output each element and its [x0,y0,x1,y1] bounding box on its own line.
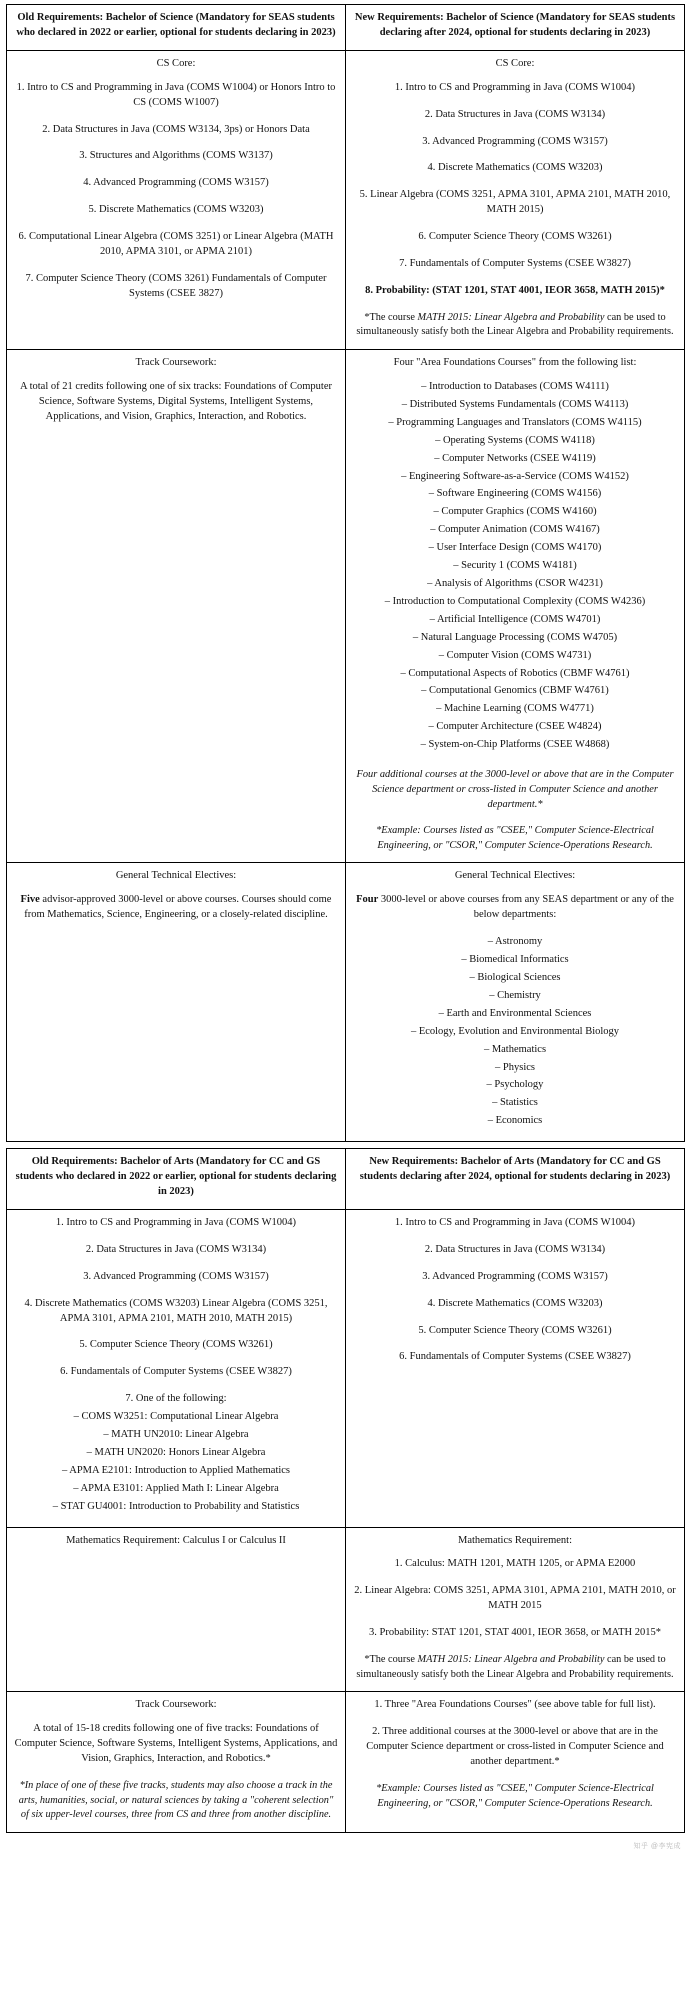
list-item: 4. Discrete Mathematics (COMS W3203) [427,1297,603,1309]
list-item: – Psychology [486,1079,544,1091]
list-item: – APMA E3101: Applied Math I: Linear Algebra [73,1482,279,1494]
ba-old-math-cell [7,1527,346,1692]
bs-area-course-list [353,380,677,753]
list-item: – Operating Systems (COMS W4118) [435,434,595,446]
ba-header-row [7,1149,685,1210]
bs-new-header: New Requirements: Bachelor of Science (Mandatory for SEAS students declaring after 2024, optional for students declaring in 2023) [346,5,685,51]
list-item: – Economics [487,1115,543,1127]
ba-old-track-cell [7,1692,346,1832]
bs-old-track-cell [7,350,346,863]
ba-old-track-label: Track Coursework: [135,1699,217,1711]
ba-new-core-cell [346,1209,685,1527]
list-item: – Computer Animation (COMS W4167) [430,524,600,536]
list-item: – Physics [495,1061,535,1073]
list-item: 5. Linear Algebra (COMS 3251, APMA 3101, APMA 2101, MATH 2010, MATH 2015) [359,189,671,216]
list-item: – MATH UN2020: Honors Linear Algebra [86,1446,266,1458]
ba-old-math-label: Mathematics Requirement: Calculus I or Calculus II [66,1534,286,1546]
bs-track-row [7,350,685,863]
list-item: 6. Computational Linear Algebra (COMS 3251) or Linear Algebra (MATH 2010, APMA 3101, or APMA 2101) [18,231,334,258]
bs-new-core-footnote [353,311,677,340]
ba-old-seven-label: 7. One of the following: [125,1393,227,1405]
list-item: – Introduction to Computational Complexity (COMS W4236) [384,595,646,607]
watermark-text: 知乎 @李宪成 [633,1842,681,1850]
ba-new-header: New Requirements: Bachelor of Arts (Mandatory for CC and GS students declaring after 2024, optional for students declaring in 2023) [346,1149,685,1210]
ba-old-core-cell [7,1209,346,1527]
list-item: 5. Computer Science Theory (COMS W3261) [418,1324,612,1336]
list-item: – System-on-Chip Platforms (CSEE W4868) [420,739,610,751]
list-item: 6. Computer Science Theory (COMS W3261) [418,231,612,243]
list-item: 2. Linear Algebra: COMS 3251, APMA 3101, APMA 2101, MATH 2010, or MATH 2015 [354,1585,676,1612]
list-item: – User Interface Design (COMS W4170) [428,542,602,554]
bs-new-core-cell [346,50,685,349]
list-item: – Earth and Environmental Sciences [438,1007,592,1019]
list-item: – Introduction to Databases (COMS W4111) [421,381,609,392]
list-item: – Computer Architecture (CSEE W4824) [428,721,602,733]
ba-old-track-footnote: *In place of one of these five tracks, students may also choose a track in the arts, humanities, social, or natural sciences by taking a "coherent selection" of six upper-level courses, three from CS and three from another discipline. [18,1779,334,1821]
ba-new-track-footnote: *Example: Courses listed as "CSEE," Computer Science-Electrical Engineering, or "CSOR," Computer Science-Operations Research. [376,1782,654,1809]
bs-core-row [7,50,685,349]
list-item: 6. Fundamentals of Computer Systems (CSEE W3827) [60,1366,292,1378]
bs-old-electives-cell [7,863,346,1142]
list-item: – Computational Aspects of Robotics (CBMF W4761) [400,667,630,679]
list-item: – Computer Graphics (COMS W4160) [433,506,597,518]
list-item: – Software Engineering (COMS W4156) [428,488,602,500]
ba-old-track-text: A total of 15-18 credits following one of five tracks: Foundations of Computer Science, Software Systems, Intelligent Systems, Applications, and Vision, Graphics, Interaction, and Robotics.* [14,1723,338,1765]
list-item: 1. Intro to CS and Programming in Java (COMS W1004) or Honors Intro to CS (COMS W1007) [16,81,336,108]
footnote-suffix: can be used to simultaneously satisfy both the Linear Algebra and Probability requirements. [356,311,674,338]
ba-old-header: Old Requirements: Bachelor of Arts (Mandatory for CC and GS students who declared in 2022 or earlier, optional for students declaring in 2023) [7,1149,346,1210]
list-item: – Mathematics [483,1043,547,1055]
ba-new-math-cell [346,1527,685,1692]
electives-detail: 3000-level or above courses from any SEAS department or any of the below departments: [378,894,674,921]
bs-old-track-text: A total of 21 credits following one of six tracks: Foundations of Computer Science, Software Systems, Digital Systems, Intelligent Systems, Applications, and Vision, Graphics, Interaction, and Robotics. [19,381,333,422]
bs-new-electives-label: General Technical Electives: [454,870,576,882]
list-item: 2. Three additional courses at the 3000-level or above that are in the Computer Science department or cross-listed in Computer Science and another department.* [366,1726,664,1768]
list-item: 6. Fundamentals of Computer Systems (CSEE W3827) [399,1351,631,1363]
bs-old-core-cell [7,50,346,349]
bs-old-electives-label: General Technical Electives: [115,870,237,882]
list-item: 1. Intro to CS and Programming in Java (COMS W1004) [394,1216,636,1228]
list-item: – Biomedical Informatics [461,954,569,966]
list-item: – COMS W3251: Computational Linear Algebra [73,1411,279,1423]
list-item: 2. Data Structures in Java (COMS W3134) [85,1243,267,1255]
list-item: 5. Computer Science Theory (COMS W3261) [79,1339,273,1351]
list-item: 3. Advanced Programming (COMS W3157) [422,1270,608,1282]
list-item: 1. Intro to CS and Programming in Java (COMS W1004) [55,1216,297,1228]
bs-old-header: Old Requirements: Bachelor of Science (Mandatory for SEAS students who declared in 2022 or earlier, optional for students declaring in 2023) [7,5,346,51]
footnote-course-title: MATH 2015: Linear Algebra and Probability [417,311,605,323]
electives-count: Five [20,894,40,906]
list-item: – Computer Networks (CSEE W4119) [434,452,596,464]
ba-new-math-label: Mathematics Requirement: [457,1534,572,1546]
bs-new-area-footnote: *Example: Courses listed as "CSEE," Computer Science-Electrical Engineering, or "CSOR," Computer Science-Operations Research. [376,825,654,851]
list-item: 3. Structures and Algorithms (COMS W3137) [79,150,273,162]
list-item: – Analysis of Algorithms (CSOR W4231) [427,577,603,589]
bs-elective-departments-list [353,935,677,1129]
list-item: – APMA E2101: Introduction to Applied Mathematics [61,1464,291,1476]
list-item: – Biological Sciences [469,972,561,984]
bs-electives-row [7,863,685,1142]
bs-new-electives-text [353,893,677,923]
electives-detail: advisor-approved 3000-level or above courses. Courses should come from Mathematics, Science, Engineering, or a closely-related discipline. [24,894,332,921]
footnote-course-title: MATH 2015: Linear Algebra and Probability [417,1654,605,1666]
list-item: 3. Probability: STAT 1201, STAT 4001, IEOR 3658, or MATH 2015* [369,1627,661,1639]
bs-old-track-label: Track Coursework: [135,357,217,369]
bs-new-electives-cell [346,863,685,1142]
list-item: 3. Advanced Programming (COMS W3157) [422,135,608,147]
bs-new-areafoundations-cell [346,350,685,863]
list-item: 1. Calculus: MATH 1201, MATH 1205, or APMA E2000 [394,1558,636,1570]
list-item: 4. Discrete Mathematics (COMS W3203) [427,162,603,174]
electives-count: Four [356,894,379,906]
list-item: – Computer Vision (COMS W4731) [438,649,592,661]
list-item: – MATH UN2010: Linear Algebra [103,1429,249,1441]
list-item-probability: 8. Probability: (STAT 1201, STAT 4001, IEOR 3658, MATH 2015)* [365,284,665,296]
footnote-prefix: *The course [364,311,418,323]
list-item: 2. Data Structures in Java (COMS W3134, 3ps) or Honors Data [42,123,310,135]
list-item: – Distributed Systems Fundamentals (COMS W4113) [401,398,629,410]
list-item: 7. Computer Science Theory (COMS 3261) Fundamentals of Computer Systems (CSEE 3827) [25,272,327,299]
bs-old-electives-text [14,893,338,923]
bs-new-core-label: CS Core: [495,57,535,69]
list-item: – Machine Learning (COMS W4771) [436,703,594,715]
list-item: 5. Discrete Mathematics (COMS W3203) [88,204,264,216]
list-item: – STAT GU4001: Introduction to Probability and Statistics [52,1500,300,1512]
footnote-prefix: *The course [364,1654,418,1666]
ba-track-row [7,1692,685,1832]
list-item: – Natural Language Processing (COMS W4705) [412,631,618,643]
list-item: 1. Intro to CS and Programming in Java (COMS W1004) [394,81,636,93]
footnote-suffix: can be used to simultaneously satisfy both the Linear Algebra and Probability requirements. [356,1654,674,1680]
list-item: – Statistics [492,1097,538,1109]
list-item: 2. Data Structures in Java (COMS W3134) [424,108,606,120]
list-item: – Programming Languages and Translators (COMS W4115) [388,416,642,428]
bs-new-area-label: Four "Area Foundations Courses" from the following list: [393,357,637,369]
ba-new-math-footnote [353,1653,677,1682]
bs-header-row [7,5,685,51]
list-item: 1. Three "Area Foundations Courses" (see above table for full list). [374,1699,656,1711]
list-item: – Ecology, Evolution and Environmental Biology [410,1025,620,1037]
bs-old-core-label: CS Core: [156,57,196,69]
ba-core-row [7,1209,685,1527]
bs-requirements-table [6,4,685,1142]
list-item: 2. Data Structures in Java (COMS W3134) [424,1243,606,1255]
ba-new-track-cell [346,1692,685,1832]
list-item: 4. Advanced Programming (COMS W3157) [83,177,269,189]
list-item: 4. Discrete Mathematics (COMS W3203) Linear Algebra (COMS 3251, APMA 3101, APMA 2101, MATH 2010, MATH 2015) [24,1297,328,1324]
ba-requirements-table [6,1148,685,1833]
list-item: 7. Fundamentals of Computer Systems (CSEE W3827) [399,258,631,270]
bs-new-additional-courses: Four additional courses at the 3000-level or above that are in the Computer Science department or cross-listed in Computer Science and another department.* [356,769,674,811]
ba-old-seven-list [14,1410,338,1514]
list-item: – Engineering Software-as-a-Service (COMS W4152) [401,470,629,482]
list-item: – Artificial Intelligence (COMS W4701) [429,613,601,625]
ba-math-row [7,1527,685,1692]
list-item: 3. Advanced Programming (COMS W3157) [83,1270,269,1282]
watermark [6,1839,685,1849]
list-item: – Chemistry [489,989,541,1001]
list-item: – Astronomy [487,936,543,948]
list-item: – Security 1 (COMS W4181) [453,560,577,572]
list-item: – Computational Genomics (CBMF W4761) [421,685,609,697]
